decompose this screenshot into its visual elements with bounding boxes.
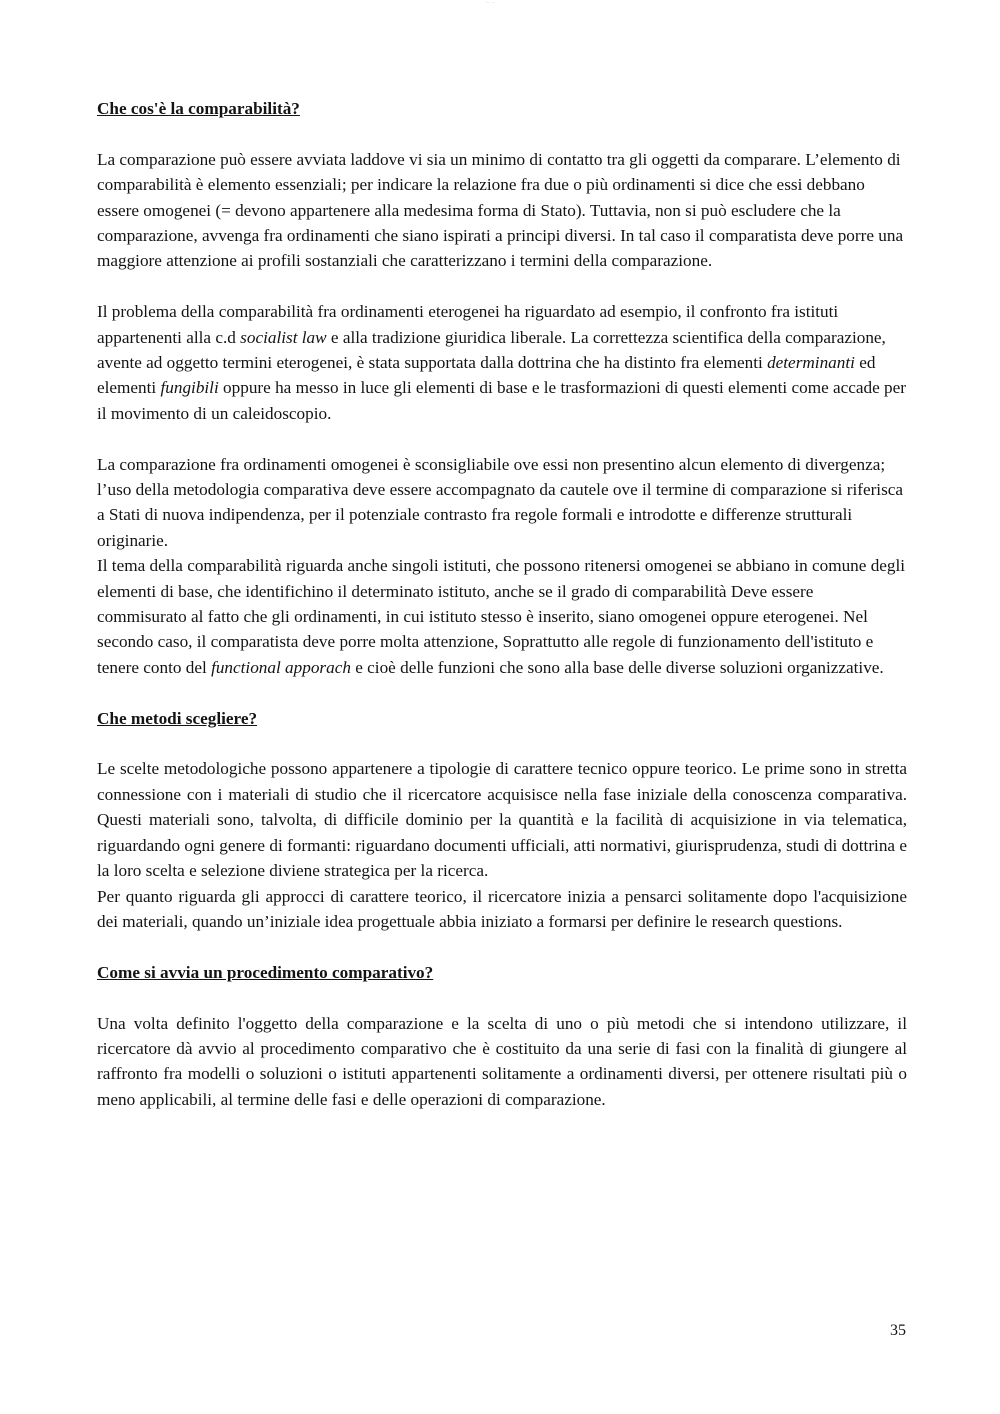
spacer [97,426,907,451]
spacer [97,274,907,299]
paragraph-scelte-metodologiche: Le scelte metodologiche possono appartenere a tipologie di carattere tecnico oppure teorico. Le prime sono in stretta connessione con i materiali di studio che il ricercatore acquisisce nella fase iniziale della conoscenza comparativa. Questi materiali sono, talvolta, di difficile dominio per la quantità e la facilità di acquisizione in via telematica, riguardando ogni genere di formanti: riguardano documenti ufficiali, atti normativi, giurisprudenza, studi di dottrina e la loro scelta e selezione diviene strategica per la ricerca. [97,759,907,881]
paragraph-comparazione-intro: La comparazione può essere avviata laddove vi sia un minimo di contatto tra gli oggetti da comparare. L’elemento di comparabilità è elemento essenziali; per indicare la relazione fra due o più ordinamenti si dice che essi debbano essere omogenei (= devono appartenere alla medesima forma di Stato). Tuttavia, non si può escludere che la comparazione, avvenga fra ordinamenti che siano ispirati a principi diversi. In tal caso il comparatista deve porre una maggiore attenzione ai profili sostanziali che caratterizzano i termini della comparazione. [97,149,904,271]
text-run: Il problema della comparabilità fra ordinamenti eterogenei ha riguardato ad esempio, il confronto fra istituti appartenenti alla c.d [97,302,839,347]
paragraph-approcci-teorici: Per quanto riguarda gli approcci di carattere teorico, il ricercatore inizia a pensarci solitamente dopo l'acquisizione dei materiali, quando un’iniziale idea progettuale abbia iniziato a formarsi per definire le research questions. [97,886,907,931]
spacer [97,985,907,1010]
paragraph-ordinamenti-omogenei: La comparazione fra ordinamenti omogenei è sconsigliabile ove essi non presentino alcun elemento di divergenza; l’uso della metodologia comparativa deve essere accompagnato da cautele ove il termine di comparazione si riferisca a Stati di nuova indipendenza, per il potenziale contrasto fra regole formali e introdotte e differenze strutturali originarie. [97,454,904,550]
text-run: e cioè delle funzioni che sono alla base delle diverse soluzioni organizzative. [350,657,884,677]
heading-metodi: Che metodi scegliere? [97,708,258,728]
spacer [97,121,907,146]
paragraph-procedimento-comparativo: Una volta definito l'oggetto della comparazione e la scelta di uno o più metodi che si intendono utilizzare, il ricercatore dà avvio al procedimento comparativo che è costituito da una serie di fasi con la finalità di giungere al raffronto fra modelli o soluzioni o istituti appartenenti solitamente a ordinamenti diversi, per ottenere risultati più o meno applicabili, al termine delle fasi e delle operazioni di comparazione. [97,1013,907,1109]
spacer [97,934,907,959]
paragraph-singoli-istituti [97,553,907,680]
italic-term: fungibili [160,378,219,398]
document-page [97,96,907,1112]
text-run: ed elementi [97,353,876,398]
header-mark: — · — [486,0,495,4]
italic-term: determinanti [767,353,855,373]
page-number: 35 [890,1322,906,1339]
heading-procedimento: Come si avvia un procedimento comparativo? [97,962,434,982]
spacer [97,731,907,756]
heading-comparabilita: Che cos'è la comparabilità? [97,99,300,118]
paragraph-ordinamenti-eterogenei [97,299,907,426]
text-run: oppure ha messo in luce gli elementi di base e le trasformazioni di questi elementi come accade per il movimento di un caleidoscopio. [97,378,906,423]
text-run: e alla tradizione giuridica liberale. La correttezza scientifica della comparazione, avente ad oggetto termini eterogenei, è stata supportata dalla dottrina che ha distinto fra elementi [97,327,886,373]
spacer [97,680,907,705]
italic-term: socialist law [240,327,327,347]
text-run: Il tema della comparabilità riguarda anche singoli istituti, che possono ritenersi omogenei se abbiano in comune degli elementi di base, che identifichino il determinato istituto, anche se il grado di comparabilità Deve essere commisurato al fatto che gli ordinamenti, in cui istituto stesso è inserito, siano omogenei oppure eterogenei. Nel secondo caso, il comparatista deve porre molta attenzione, Soprattutto alle regole di funzionamento dell'istituto e tenere conto del [97,556,906,677]
italic-term: functional apporach [211,657,351,677]
